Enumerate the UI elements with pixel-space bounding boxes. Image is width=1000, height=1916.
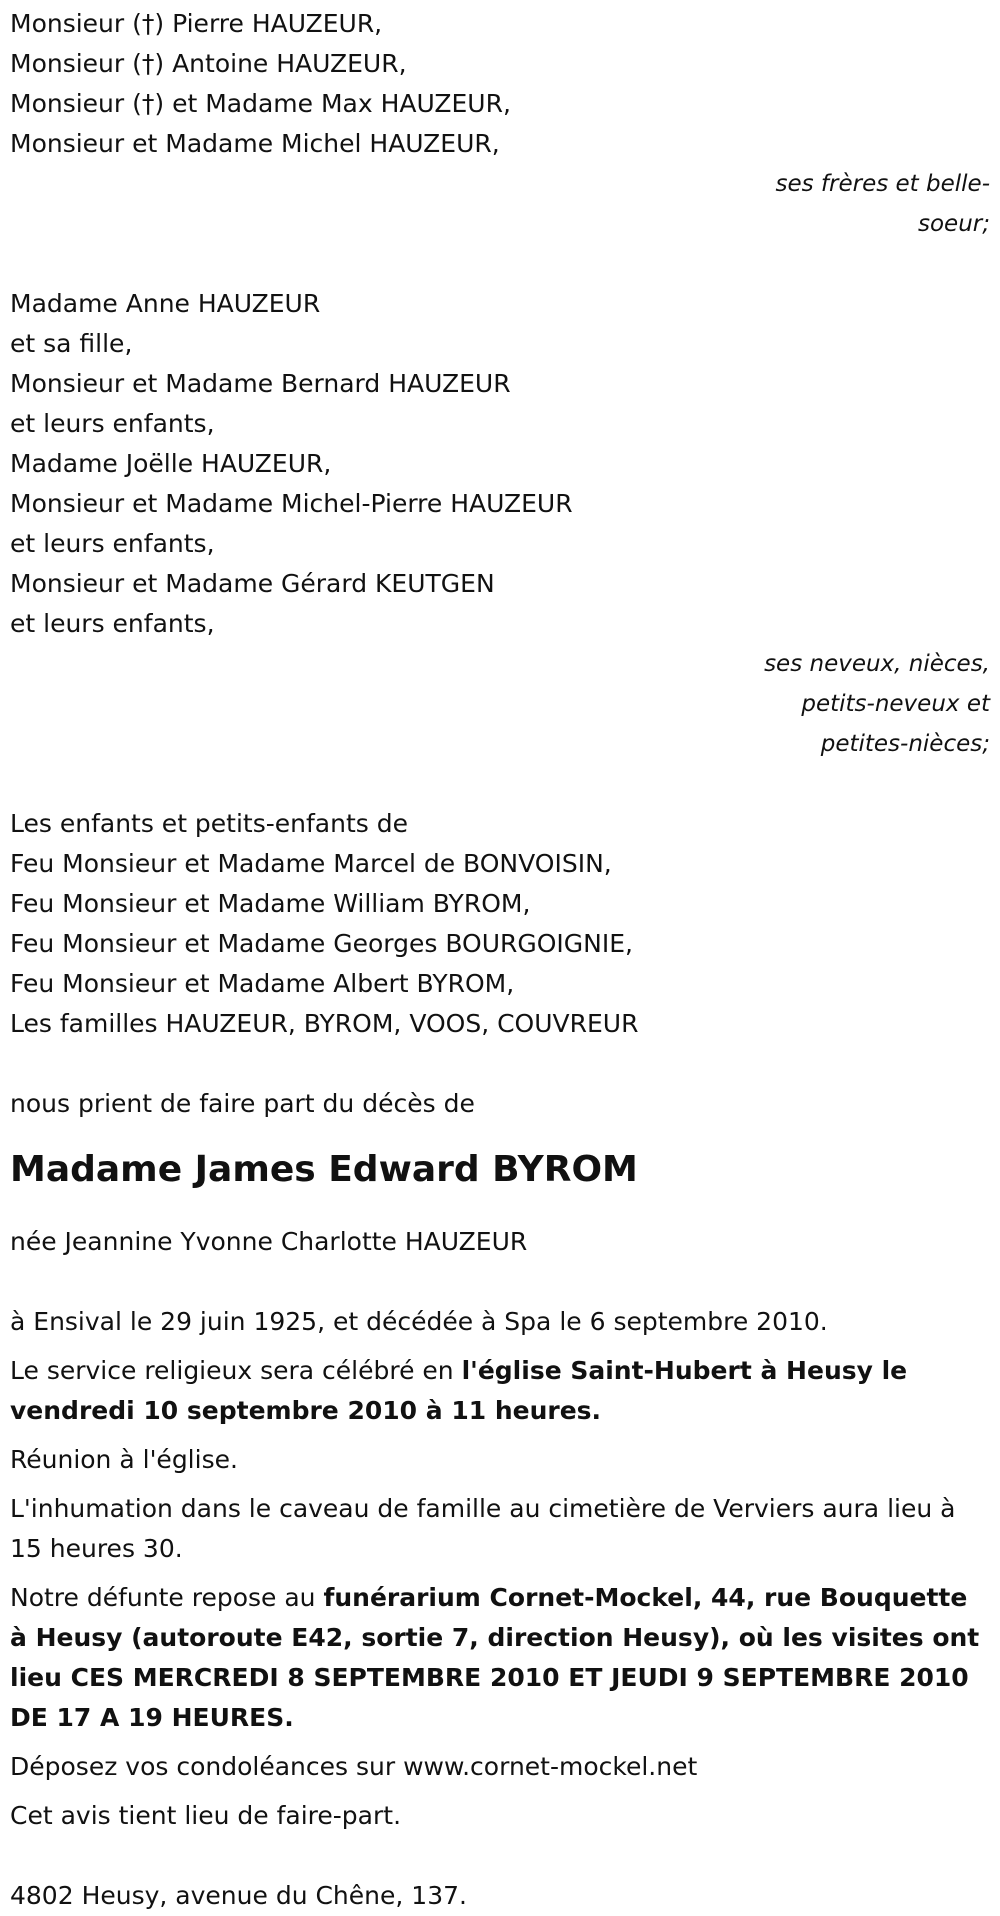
siblings-list <box>10 4 990 164</box>
family-member-line: et leurs enfants, <box>10 609 215 638</box>
funeral-service-info <box>10 1351 990 1431</box>
family-member-line: Monsieur et Madame Michel-Pierre HAUZEUR <box>10 489 573 518</box>
family-member-line: Monsieur (†) Antoine HAUZEUR, <box>10 49 407 78</box>
siblings-relation-note <box>10 164 990 244</box>
service-location-time: l'église Saint-Hubert à Heusy le vendredi 10 septembre 2010 à 11 heures. <box>10 1356 908 1425</box>
family-member-line: Monsieur et Madame Bernard HAUZEUR <box>10 369 511 398</box>
relation-note-line: petits-neveux et <box>801 691 990 717</box>
family-member-line: Les enfants et petits-enfants de <box>10 809 408 838</box>
nephews-list <box>10 284 990 644</box>
family-member-line: Monsieur et Madame Gérard KEUTGEN <box>10 569 495 598</box>
family-member-line: Madame Anne HAUZEUR <box>10 289 321 318</box>
notice-statement: Cet avis tient lieu de faire-part. <box>10 1801 402 1830</box>
relation-note-line: ses neveux, nièces, <box>764 651 990 677</box>
family-member-line: Madame Joëlle HAUZEUR, <box>10 449 332 478</box>
funeral-home-info <box>10 1578 990 1738</box>
relation-note-line: ses frères et belle- <box>775 171 990 197</box>
burial-info: L'inhumation dans le caveau de famille au cimetière de Verviers aura lieu à 15 heures 30. <box>10 1494 956 1563</box>
birth-death-dates: à Ensival le 29 juin 1925, et décédée à Spa le 6 septembre 2010. <box>10 1307 828 1336</box>
family-member-line: Les familles HAUZEUR, BYROM, VOOS, COUVREUR <box>10 1009 639 1038</box>
relation-note-line: petites-nièces; <box>820 731 990 757</box>
extended-family-list <box>10 804 990 1044</box>
rest-text: Notre défunte repose au <box>10 1583 324 1612</box>
family-member-line: et leurs enfants, <box>10 529 215 558</box>
nephews-relation-note <box>10 644 990 764</box>
family-address: 4802 Heusy, avenue du Chêne, 137. <box>10 1881 467 1910</box>
family-member-line: et leurs enfants, <box>10 409 215 438</box>
reunion-info: Réunion à l'église. <box>10 1445 238 1474</box>
funeral-home-details: funérarium Cornet-Mockel, 44, rue Bouquette à Heusy (autoroute E42, sortie 7, direction Heusy), où les visites ont lieu CES MERCREDI 8 SEPTEMBRE 2010 ET JEUDI 9 SEPTEMBRE 2010 DE 17 A 19 HEURES. <box>10 1583 980 1732</box>
announcement-intro: nous prient de faire part du décès de <box>10 1089 475 1118</box>
deceased-name: Madame James Edward BYROM <box>10 1149 638 1190</box>
family-member-line: Feu Monsieur et Madame Marcel de BONVOISIN, <box>10 849 612 878</box>
birth-name: née Jeannine Yvonne Charlotte HAUZEUR <box>10 1227 528 1256</box>
family-member-line: Feu Monsieur et Madame Albert BYROM, <box>10 969 515 998</box>
family-member-line: Feu Monsieur et Madame Georges BOURGOIGNIE, <box>10 929 633 958</box>
family-member-line: Monsieur et Madame Michel HAUZEUR, <box>10 129 500 158</box>
condolences-info: Déposez vos condoléances sur www.cornet-mockel.net <box>10 1752 698 1781</box>
family-member-line: et sa fille, <box>10 329 133 358</box>
family-member-line: Monsieur (†) Pierre HAUZEUR, <box>10 9 383 38</box>
family-member-line: Feu Monsieur et Madame William BYROM, <box>10 889 531 918</box>
service-text: Le service religieux sera célébré en <box>10 1356 462 1385</box>
obituary-notice <box>10 4 990 1916</box>
family-member-line: Monsieur (†) et Madame Max HAUZEUR, <box>10 89 511 118</box>
relation-note-line: soeur; <box>918 211 990 237</box>
